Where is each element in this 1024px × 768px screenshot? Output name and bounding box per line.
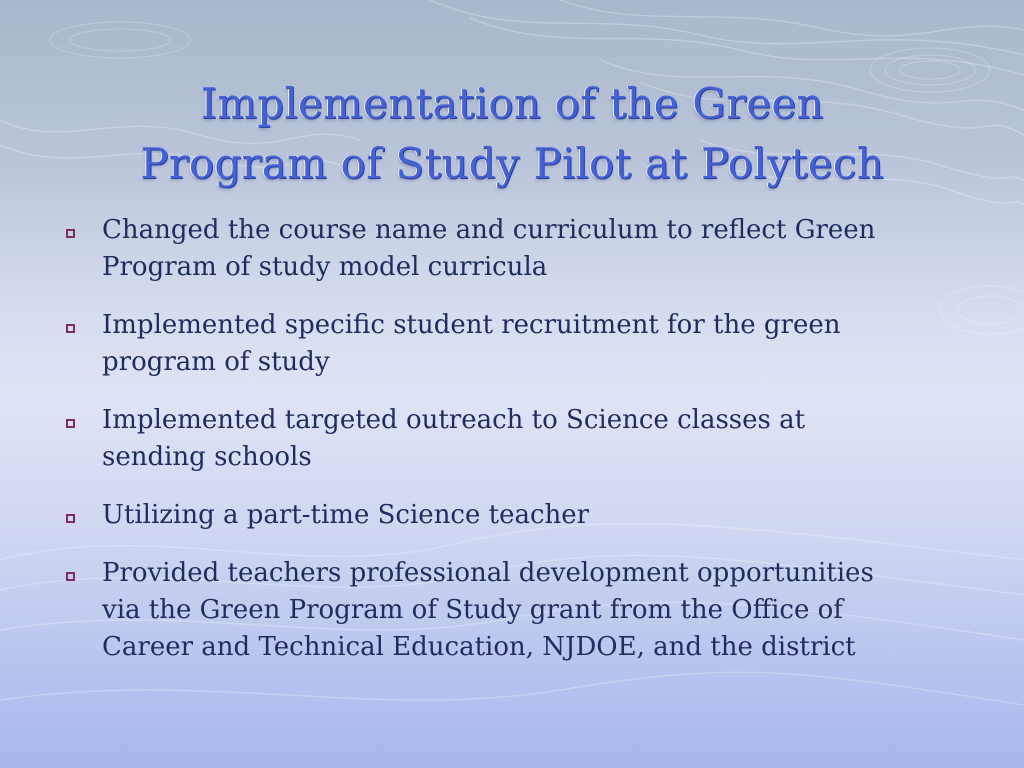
square-bullet-icon xyxy=(66,419,75,428)
bullet-text-line: Provided teachers professional development opportunities xyxy=(102,558,874,588)
bullet-text-line: sending schools xyxy=(102,442,312,472)
slide-title xyxy=(40,74,984,194)
bullet-item xyxy=(60,555,970,666)
bullet-item xyxy=(60,307,970,381)
bullet-text-line: Changed the course name and curriculum to reflect Green xyxy=(102,215,876,245)
slide-title-line-1: Implementation of the Green xyxy=(200,79,824,128)
slide-title-line-2: Program of Study Pilot at Polytech xyxy=(140,139,884,188)
bullet-text-line: Utilizing a part-time Science teacher xyxy=(102,500,590,530)
bullet-item xyxy=(60,497,970,534)
square-bullet-icon xyxy=(66,229,75,238)
bullet-text-line: Program of study model curricula xyxy=(102,252,548,282)
bullet-text-line: program of study xyxy=(102,347,330,377)
bullet-item xyxy=(60,402,970,476)
bullet-text-line: Implemented targeted outreach to Science classes at xyxy=(102,405,806,435)
square-bullet-icon xyxy=(66,324,75,333)
bullet-item xyxy=(60,212,970,286)
bullet-text-line: via the Green Program of Study grant from the Office of xyxy=(102,595,843,625)
bullet-text-line: Implemented specific student recruitment for the green xyxy=(102,310,841,340)
square-bullet-icon xyxy=(66,572,75,581)
bullet-text-line: Career and Technical Education, NJDOE, and the district xyxy=(102,632,856,662)
square-bullet-icon xyxy=(66,514,75,523)
bullet-list xyxy=(60,212,970,687)
